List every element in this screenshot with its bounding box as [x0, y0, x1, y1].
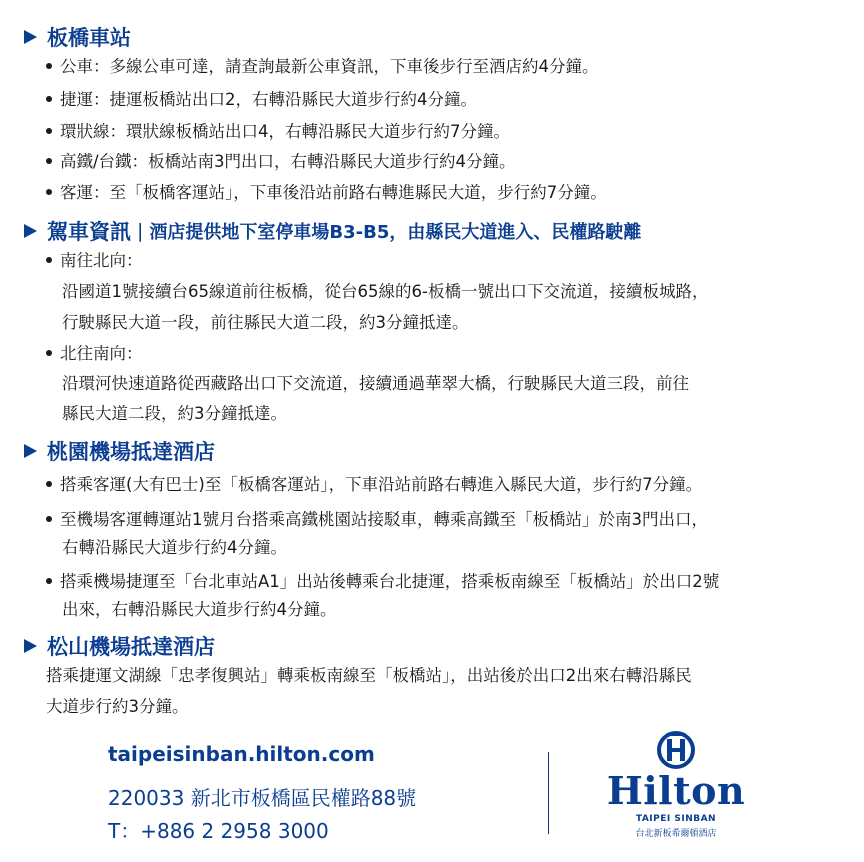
section-title: 板橋車站 — [47, 26, 131, 50]
address-text: 220033 新北市板橋區民權路88號 — [108, 786, 417, 810]
list-item: 搭乘客運(大有巴士)至「板橋客運站」，下車沿站前路右轉進入縣民大道，步行約7分鐘。 — [46, 470, 842, 500]
logo-subtitle-en: TAIPEI SINBAN — [635, 814, 717, 824]
logo-wordmark: Hilton — [606, 768, 746, 813]
text-line: 縣民大道二段，約3分鐘抵達。 — [62, 404, 287, 423]
section-driving-heading — [24, 216, 641, 246]
triangle-bullet-icon — [24, 30, 37, 44]
list-item: 環狀線：環狀線板橋站出口4，右轉沿縣民大道步行約7分鐘。 — [46, 117, 842, 147]
section-banqiao-heading — [24, 22, 131, 52]
text-line: 沿國道1號接續台65線道前往板橋，從台65線的6-板橋一號出口下交流道，接續板城路， — [62, 282, 709, 301]
list-item: 搭乘機場捷運至「台北車站A1」出站後轉乘台北捷運，搭乘板南線至「板橋站」於出口2號 — [46, 567, 842, 597]
list-item-southbound: 南往北向： — [46, 246, 842, 276]
text-line: 行駛縣民大道一段，前往縣民大道二段，約3分鐘抵達。 — [62, 313, 469, 332]
website-link[interactable]: taipeisinban.hilton.com — [108, 742, 375, 766]
section-taoyuan-heading — [24, 436, 215, 466]
footer-divider — [548, 752, 549, 834]
section-title: 松山機場抵達酒店 — [47, 635, 215, 659]
hilton-emblem-icon — [650, 730, 702, 770]
text-line: 大道步行約3分鐘。 — [46, 697, 189, 716]
triangle-bullet-icon — [24, 639, 37, 653]
list-item: 客運：至「板橋客運站」，下車後沿站前路右轉進縣民大道，步行約7分鐘。 — [46, 178, 842, 208]
text-line: 右轉沿縣民大道步行約4分鐘。 — [62, 538, 287, 557]
section-subtitle: 酒店提供地下室停車場B3-B5，由縣民大道進入、民權路駛離 — [149, 222, 642, 243]
text-line: 沿環河快速道路從西藏路出口下交流道，接續通過華翠大橋，行駛縣民大道三段，前往 — [62, 374, 689, 393]
phone-text: T：+886 2 2958 3000 — [108, 819, 329, 843]
list-item: 捷運：捷運板橋站出口2，右轉沿縣民大道步行約4分鐘。 — [46, 85, 842, 115]
list-item: 至機場客運轉運站1號月台搭乘高鐵桃園站接駁車，轉乘高鐵至「板橋站」於南3門出口， — [46, 505, 842, 535]
section-songshan-heading — [24, 631, 215, 661]
text-line: 出來，右轉沿縣民大道步行約4分鐘。 — [62, 600, 337, 619]
section-title: 駕車資訊 — [47, 220, 131, 244]
list-item-northbound: 北往南向： — [46, 339, 842, 369]
triangle-bullet-icon — [24, 444, 37, 458]
hilton-logo — [606, 730, 746, 839]
list-item: 高鐵/台鐵：板橋站南3門出口，右轉沿縣民大道步行約4分鐘。 — [46, 147, 842, 177]
heading-separator: | — [137, 220, 144, 242]
logo-subtitle-zh: 台北新板希爾頓酒店 — [635, 829, 717, 839]
list-item: 公車：多線公車可達，請查詢最新公車資訊，下車後步行至酒店約4分鐘。 — [46, 52, 842, 82]
section-title: 桃園機場抵達酒店 — [47, 440, 215, 464]
triangle-bullet-icon — [24, 224, 37, 238]
text-line: 搭乘捷運文湖線「忠孝復興站」轉乘板南線至「板橋站」，出站後於出口2出來右轉沿縣民 — [46, 666, 692, 685]
